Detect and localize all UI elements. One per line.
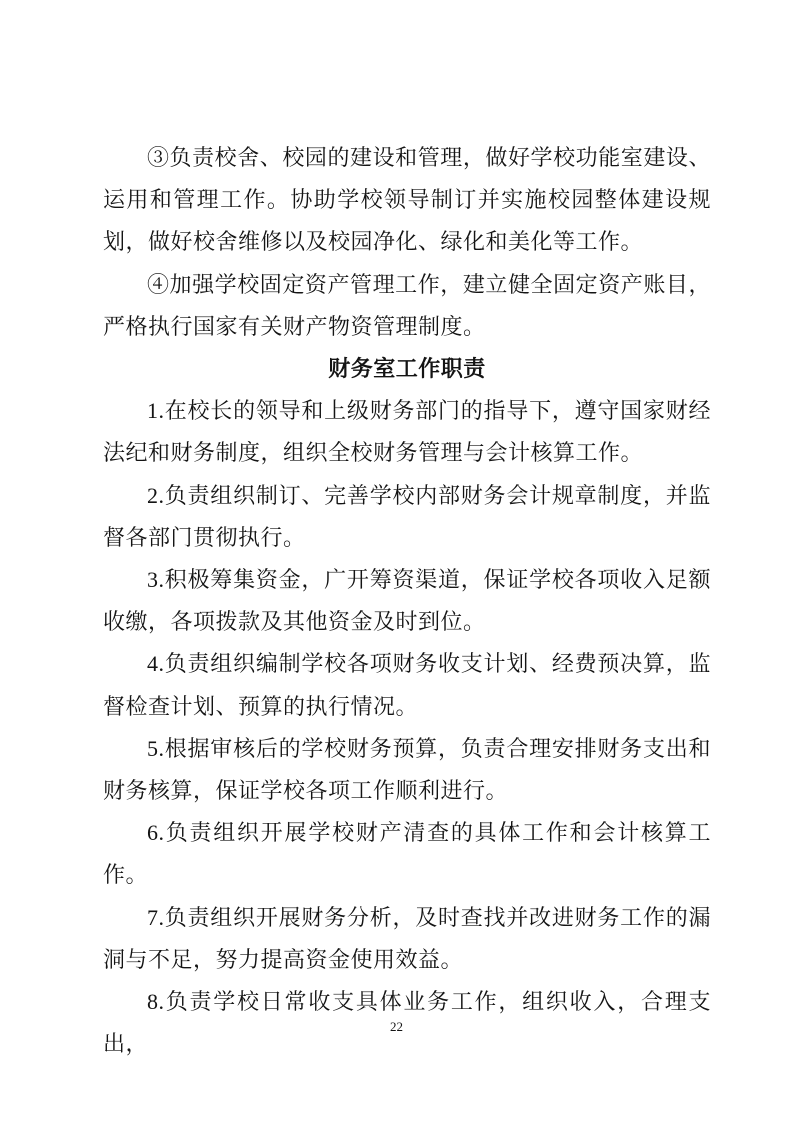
page-number: 22 — [390, 1019, 403, 1034]
paragraph-duty-6: 6.负责组织开展学校财产清查的具体工作和会计核算工作。 — [103, 820, 711, 888]
paragraph-item-3: ③负责校舍、校园的建设和管理，做好学校功能室建设、运用和管理工作。协助学校领导制订并实施校园整体建设规划，做好校舍维修以及校园净化、绿化和美化等工作。 — [103, 145, 711, 255]
paragraph-item-4: ④加强学校固定资产管理工作，建立健全固定资产账目，严格执行国家有关财产物资管理制度。 — [103, 271, 711, 339]
paragraph-duty-5: 5.根据审核后的学校财务预算，负责合理安排财务支出和财务核算，保证学校各项工作顺利进行。 — [103, 735, 711, 804]
paragraph-duty-2: 2.负责组织制订、完善学校内部财务会计规章制度，并监督各部门贯彻执行。 — [103, 482, 711, 550]
document-content — [103, 137, 711, 1065]
paragraph-duty-8: 8.负责学校日常收支具体业务工作，组织收入，合理支出， — [103, 989, 711, 1057]
paragraph-duty-3: 3.积极筹集资金，广开筹资渠道，保证学校各项收入足额收缴，各项拨款及其他资金及时到位。 — [103, 567, 711, 635]
section-heading-finance-office: 财务室工作职责 — [328, 356, 486, 382]
paragraph-duty-4: 4.负责组织编制学校各项财务收支计划、经费预决算，监督检查计划、预算的执行情况。 — [103, 651, 711, 719]
paragraph-duty-1: 1.在校长的领导和上级财务部门的指导下，遵守国家财经法纪和财务制度，组织全校财务管理与会计核算工作。 — [103, 398, 711, 466]
paragraph-duty-7: 7.负责组织开展财务分析，及时查找并改进财务工作的漏洞与不足，努力提高资金使用效益。 — [103, 904, 711, 972]
